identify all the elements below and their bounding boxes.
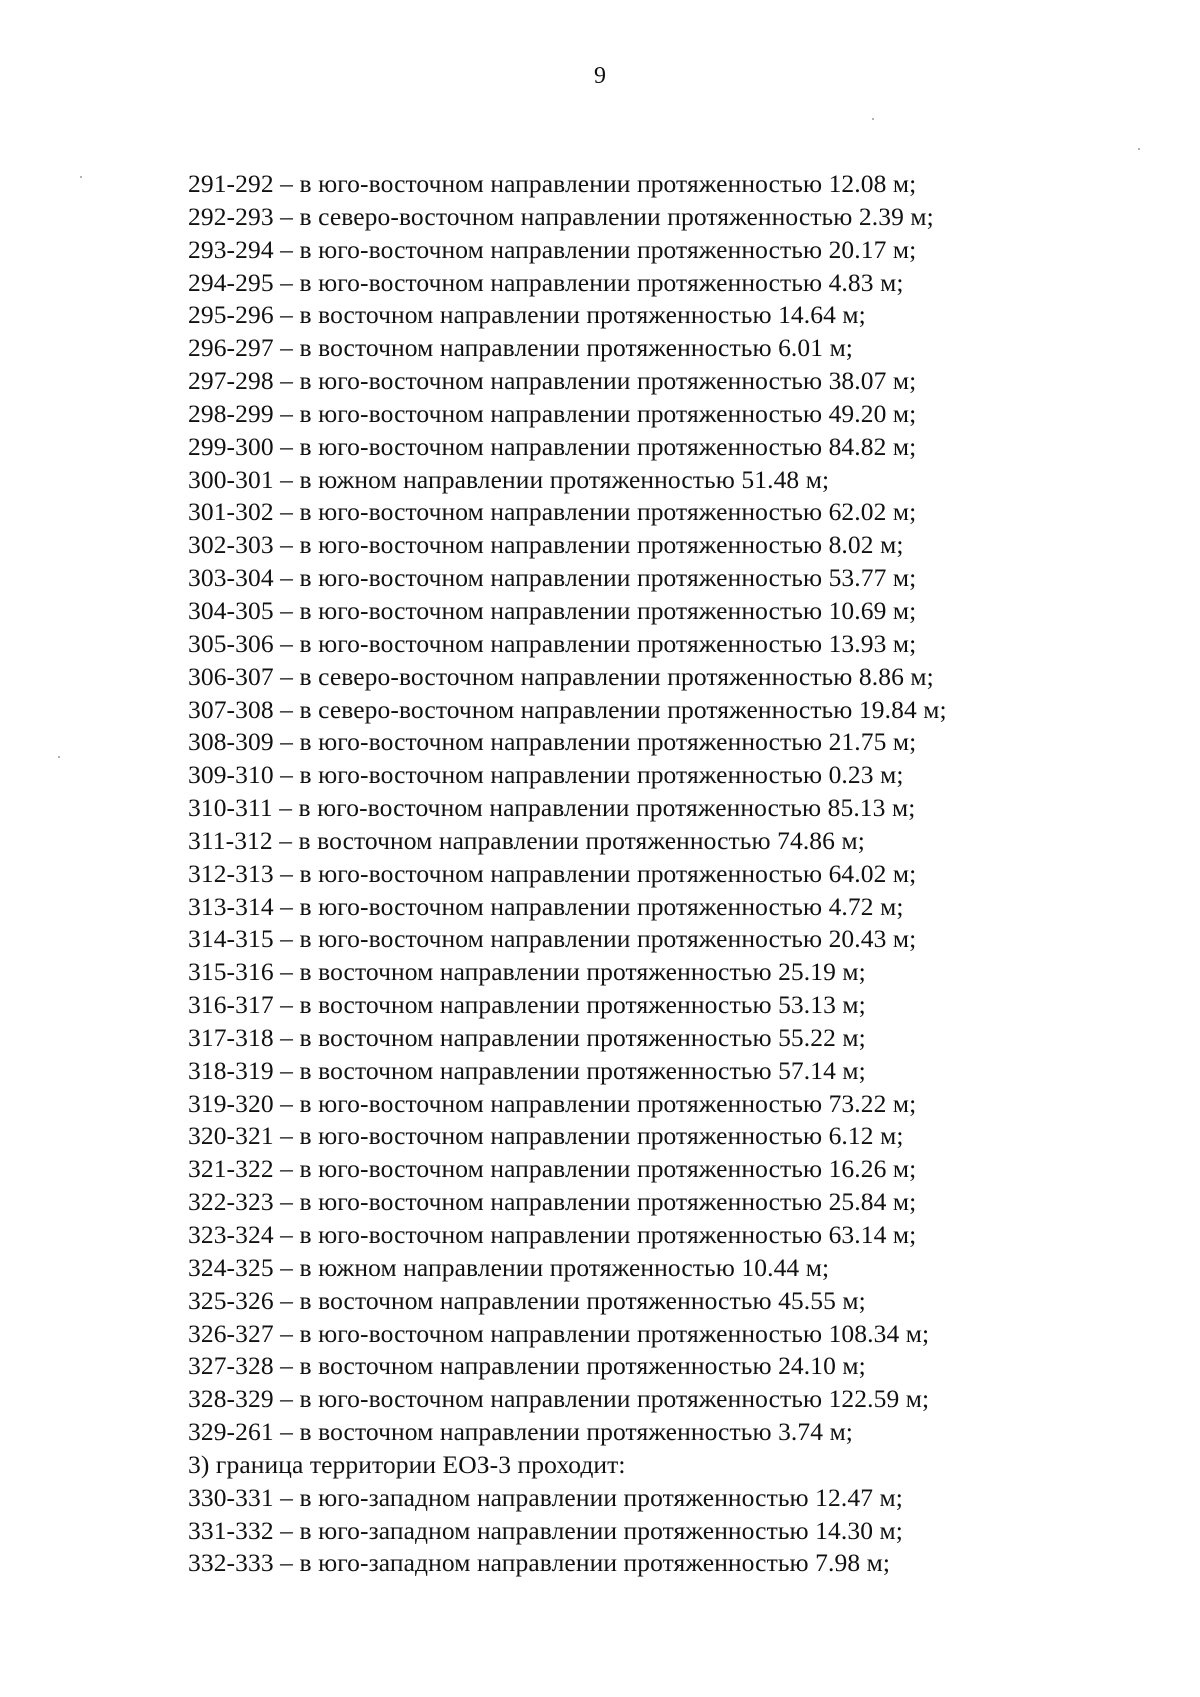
boundary-line: 291-292 – в юго-восточном направлении протяженностью 12.08 м;	[188, 169, 917, 198]
scan-speck	[1138, 148, 1140, 150]
boundary-line: 302-303 – в юго-восточном направлении протяженностью 8.02 м;	[188, 530, 904, 560]
boundary-line: 295-296 – в восточном направлении протяженностью 14.64 м;	[188, 300, 866, 330]
boundary-line: 314-315 – в юго-восточном направлении протяженностью 20.43 м;	[188, 924, 917, 954]
scan-speck	[80, 176, 82, 178]
boundary-line: 327-328 – в восточном направлении протяженностью 24.10 м;	[188, 1351, 866, 1381]
boundary-line: 319-320 – в юго-восточном направлении протяженностью 73.22 м;	[188, 1088, 917, 1118]
boundary-line: 311-312 – в восточном направлении протяженностью 74.86 м;	[188, 825, 865, 855]
boundary-line: 315-316 – в восточном направлении протяженностью 25.19 м;	[188, 957, 866, 987]
boundary-line: 331-332 – в юго-западном направлении протяженностью 14.30 м;	[188, 1515, 903, 1545]
boundary-line: 321-322 – в юго-восточном направлении протяженностью 16.26 м;	[188, 1154, 917, 1184]
boundary-line: 329-261 – в восточном направлении протяженностью 3.74 м;	[188, 1417, 853, 1447]
boundary-line: 324-325 – в южном направлении протяженностью 10.44 м;	[188, 1252, 830, 1282]
boundary-line: 317-318 – в восточном направлении протяженностью 55.22 м;	[188, 1022, 866, 1052]
boundary-line: 330-331 – в юго-западном направлении протяженностью 12.47 м;	[188, 1482, 903, 1512]
scan-speck	[58, 756, 60, 758]
boundary-line: 308-309 – в юго-восточном направлении протяженностью 21.75 м;	[188, 727, 917, 757]
boundary-line: 312-313 – в юго-восточном направлении протяженностью 64.02 м;	[188, 858, 917, 888]
boundary-line: 309-310 – в юго-восточном направлении протяженностью 0.23 м;	[188, 760, 904, 790]
boundary-line: 332-333 – в юго-западном направлении протяженностью 7.98 м;	[188, 1548, 891, 1578]
boundary-line: 298-299 – в юго-восточном направлении протяженностью 49.20 м;	[188, 398, 917, 428]
boundary-line: 299-300 – в юго-восточном направлении протяженностью 84.82 м;	[188, 431, 917, 461]
boundary-line: 306-307 – в северо-восточном направлении протяженностью 8.86 м;	[188, 661, 934, 691]
boundary-line: 303-304 – в юго-восточном направлении протяженностью 53.77 м;	[188, 563, 917, 593]
boundary-line: 325-326 – в восточном направлении протяженностью 45.55 м;	[188, 1285, 866, 1315]
boundary-line: 301-302 – в юго-восточном направлении протяженностью 62.02 м;	[188, 497, 917, 527]
boundary-line: 294-295 – в юго-восточном направлении протяженностью 4.83 м;	[188, 267, 904, 297]
boundary-line: 323-324 – в юго-восточном направлении протяженностью 63.14 м;	[188, 1220, 917, 1249]
page-number: 9	[594, 63, 606, 89]
boundary-line: 293-294 – в юго-восточном направлении протяженностью 20.17 м;	[188, 234, 917, 264]
boundary-line: 326-327 – в юго-восточном направлении протяженностью 108.34 м;	[188, 1318, 930, 1348]
boundary-line: 313-314 – в юго-восточном направлении протяженностью 4.72 м;	[188, 891, 904, 921]
boundary-line: 318-319 – в восточном направлении протяженностью 57.14 м;	[188, 1055, 866, 1085]
boundary-line: 320-321 – в юго-восточном направлении протяженностью 6.12 м;	[188, 1121, 904, 1151]
boundary-line: 304-305 – в юго-восточном направлении протяженностью 10.69 м;	[188, 595, 917, 625]
boundary-line: 297-298 – в юго-восточном направлении протяженностью 38.07 м;	[188, 366, 917, 396]
boundary-line: 328-329 – в юго-восточном направлении протяженностью 122.59 м;	[188, 1384, 930, 1414]
scan-speck	[872, 118, 874, 120]
boundary-description	[188, 168, 1148, 1580]
boundary-line: 292-293 – в северо-восточном направлении протяженностью 2.39 м;	[188, 201, 934, 231]
boundary-line: 300-301 – в южном направлении протяженностью 51.48 м;	[188, 464, 830, 494]
boundary-line: 307-308 – в северо-восточном направлении протяженностью 19.84 м;	[188, 694, 947, 724]
section-heading: 3) граница территории ЕОЗ-3 проходит:	[188, 1449, 626, 1479]
boundary-line: 305-306 – в юго-восточном направлении протяженностью 13.93 м;	[188, 628, 917, 658]
boundary-line: 322-323 – в юго-восточном направлении протяженностью 25.84 м;	[188, 1187, 917, 1217]
boundary-line: 316-317 – в восточном направлении протяженностью 53.13 м;	[188, 990, 866, 1020]
boundary-line: 296-297 – в восточном направлении протяженностью 6.01 м;	[188, 333, 853, 363]
boundary-line: 310-311 – в юго-восточном направлении протяженностью 85.13 м;	[188, 793, 916, 823]
